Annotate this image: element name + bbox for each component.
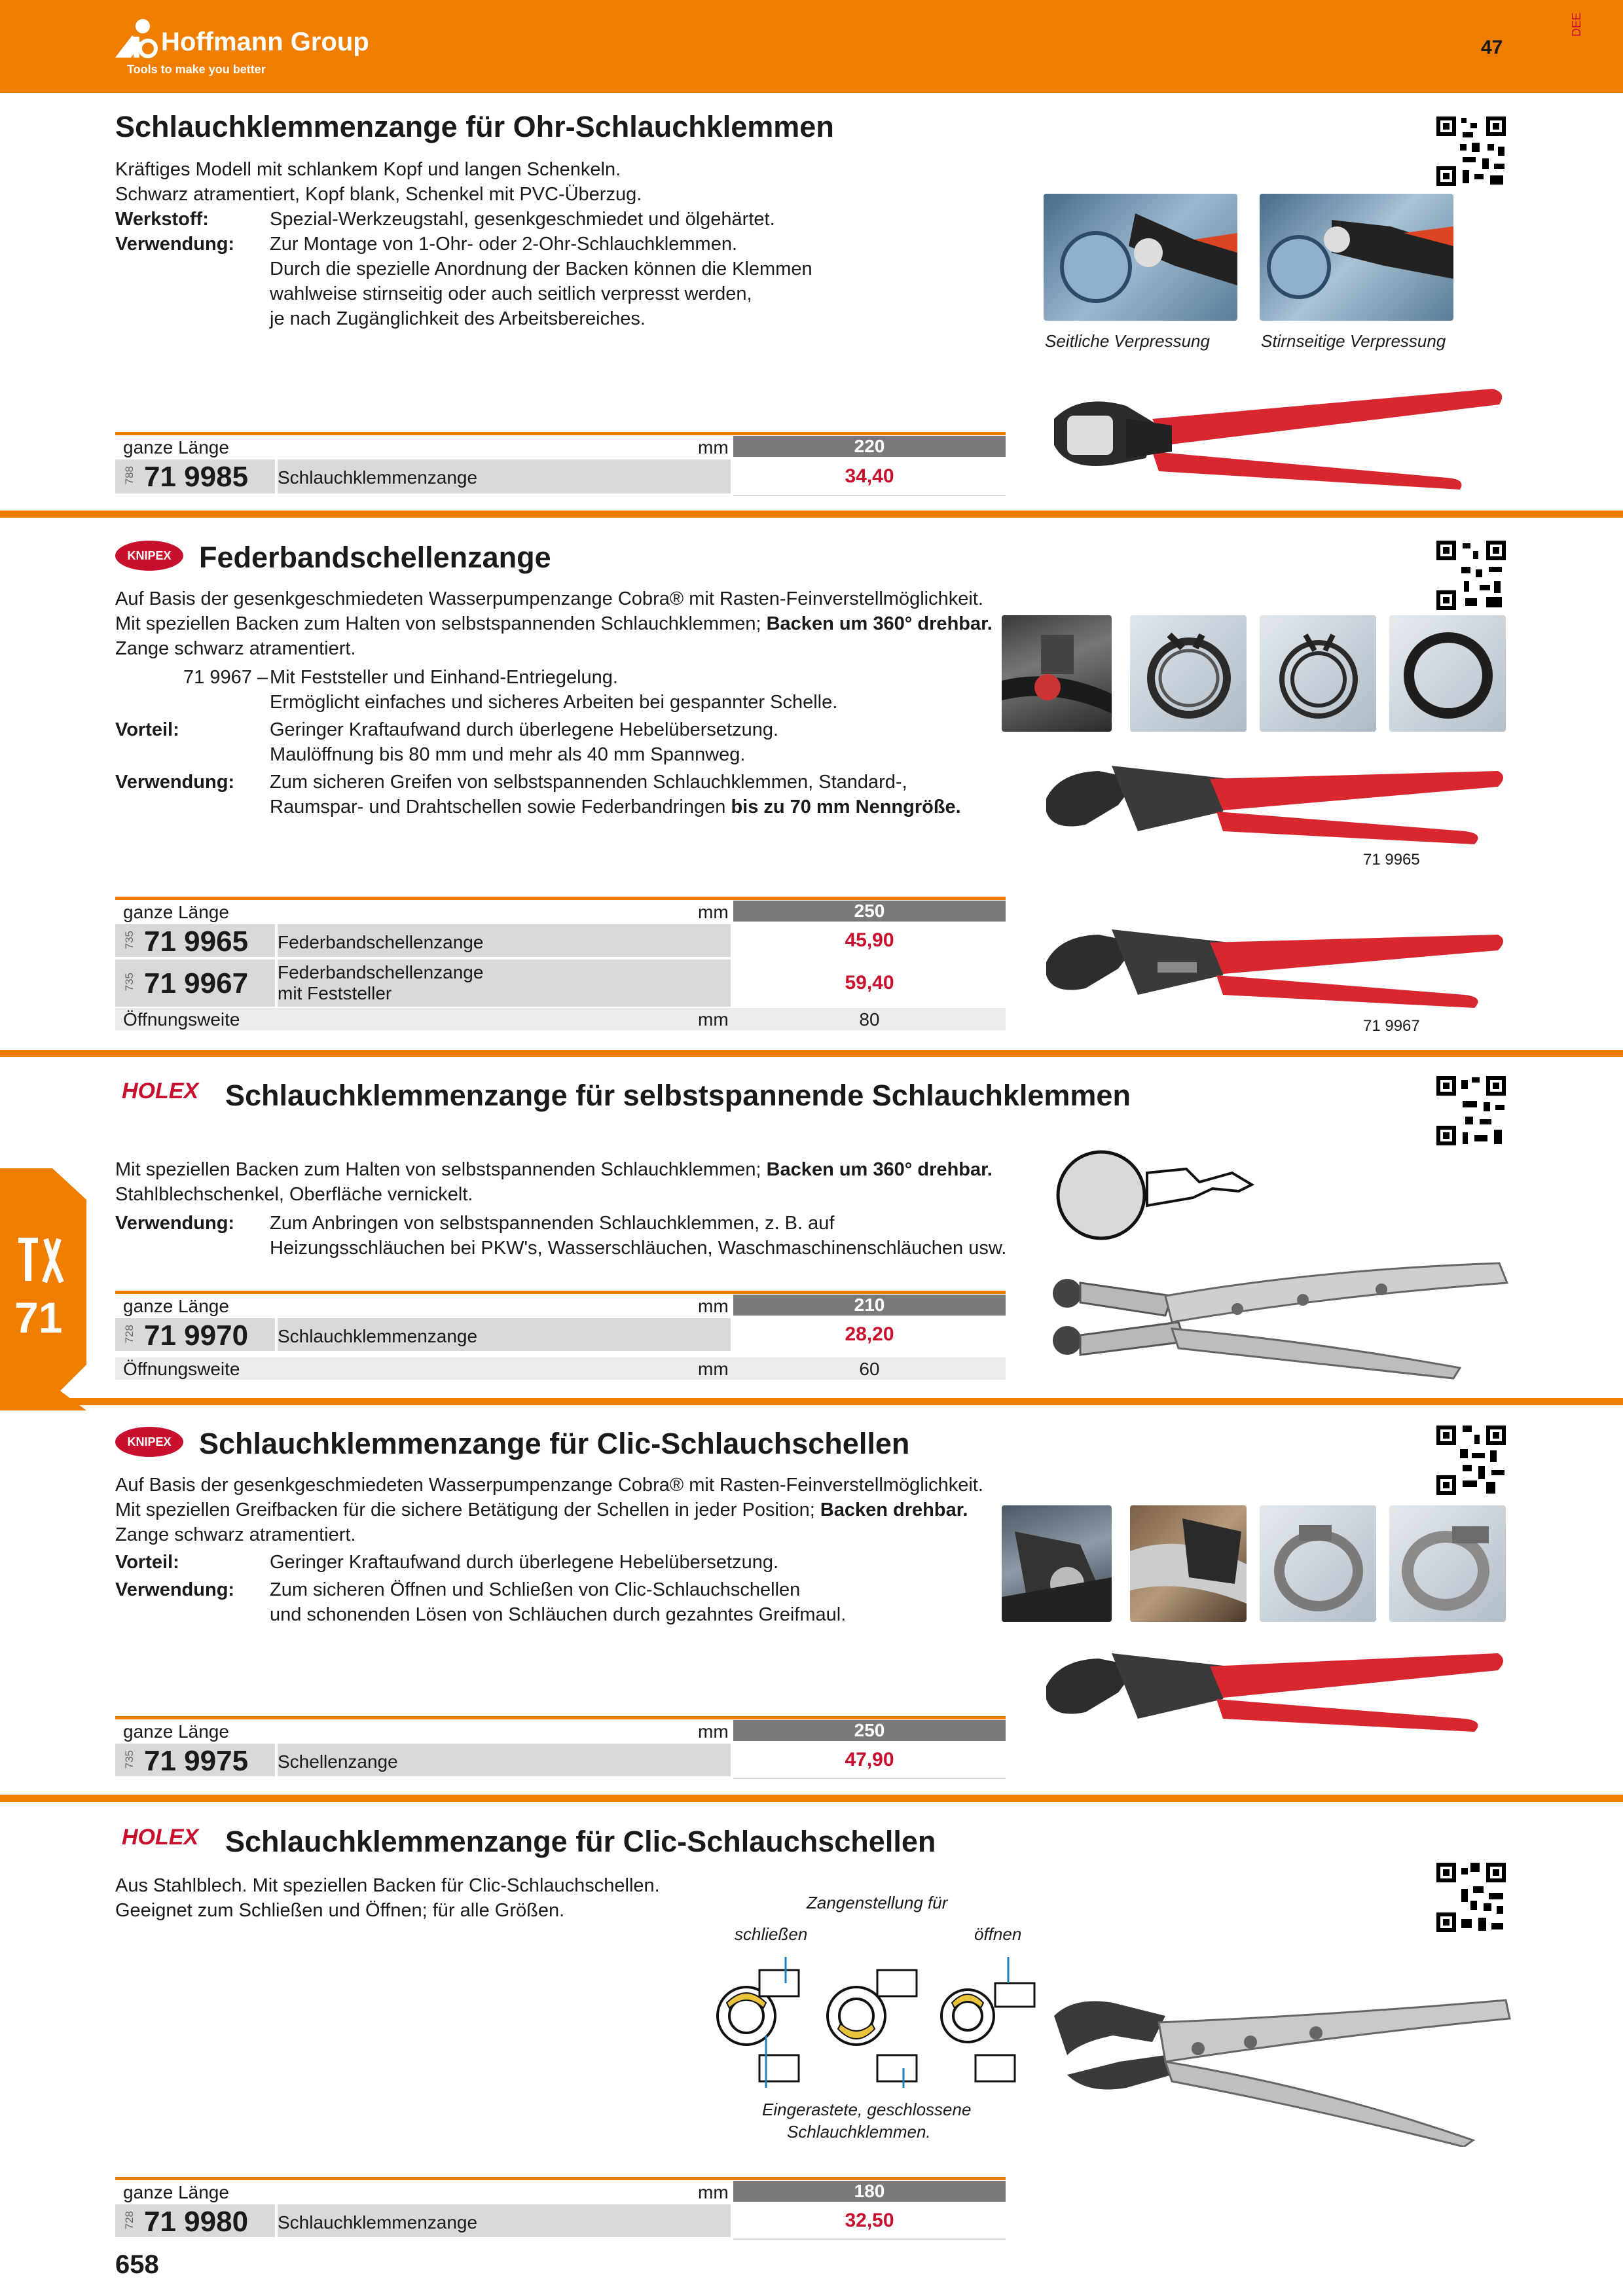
article-price: 47,90 <box>845 1749 894 1770</box>
table-top-line <box>115 2177 1006 2180</box>
side-crimp-photo <box>1044 194 1237 321</box>
cobra-clic-pliers-image <box>1040 1640 1511 1738</box>
diagram-heading: Zangenstellung für <box>807 1893 948 1912</box>
table-top-line <box>115 1291 1006 1294</box>
front-crimp-photo <box>1260 194 1453 321</box>
footer-page-number: 658 <box>115 2250 159 2279</box>
table-header-label: ganze Länge <box>123 2182 229 2202</box>
table-top-line <box>115 1716 1006 1719</box>
note-article: 71 9967 – <box>183 667 268 688</box>
verwendung-text: Zum sicheren Greifen von selbstspannenden Schlauchklemmen, Standard-, Raumspar- und Drahtschellen sowie Federbandringen bis zu 70 mm Nenngröße. <box>270 772 961 817</box>
qr-code-icon[interactable] <box>1434 114 1508 188</box>
article-number: 71 9970 <box>144 1319 249 1352</box>
table-header-unit: mm <box>698 902 729 922</box>
section-title: Schlauchklemmenzange für selbstspannende Schlauchklemmen <box>225 1079 1131 1112</box>
language-code: DEE <box>1570 12 1583 37</box>
werkstoff-text: Spezial-Werkzeugstahl, gesenkgeschmiedet und ölgehärtet. <box>270 209 775 230</box>
label-verwendung: Verwendung: <box>115 772 235 793</box>
article-description: Schellenzange <box>278 1751 398 1772</box>
table-row[interactable]: 735 71 9965 Federbandschellenzange <box>115 924 731 957</box>
verwendung-text: Zum Anbringen von selbstspannenden Schlauchklemmen, z. B. auf Heizungsschläuchen bei PKW's, Wasserschläuchen, Waschmaschinenschläuchen usw. <box>270 1213 1007 1259</box>
table-row[interactable]: 728 71 9970 Schlauchklemmenzange <box>115 1318 731 1351</box>
article-price: 28,20 <box>845 1323 894 1345</box>
article-number: 71 9965 <box>144 925 249 958</box>
section-text: Mit speziellen Backen zum Halten von selbstspannenden Schlauchklemmen; Backen um 360° drehbar. Stahlblechschenkel, Oberfläche vernickelt. <box>115 1159 993 1205</box>
section-title: Schlauchklemmenzange für Clic-Schlauchschellen <box>199 1427 910 1460</box>
note-text: Mit Feststeller und Einhand-Entriegelung. Ermöglicht einfaches und sicheres Arbeiten bei gespannter Schelle. <box>270 667 838 713</box>
page-number: 47 <box>1481 37 1503 58</box>
diagram-footnote-1: Eingerastete, geschlossene <box>762 2100 972 2119</box>
cobra-pliers-lock-image <box>1040 916 1511 1014</box>
holex-hose-clamp-pliers-image <box>1041 1244 1512 1381</box>
knipex-logo: KNIPEX <box>115 541 183 571</box>
table-header-label: ganze Länge <box>123 437 229 457</box>
table-header-unit: mm <box>698 1721 729 1742</box>
table-header-unit: mm <box>698 2182 729 2202</box>
label-vorteil: Vorteil: <box>115 1552 179 1573</box>
article-description: Federbandschellenzange mit Feststeller <box>278 962 484 1003</box>
holex-logo: HOLEX <box>122 1825 199 1850</box>
band-ring-photo <box>1389 615 1506 732</box>
table-header-unit: mm <box>698 1296 729 1316</box>
section-title: Schlauchklemmenzange für Clic-Schlauchschellen <box>225 1825 936 1858</box>
table-row[interactable]: 728 71 9980 Schlauchklemmenzange <box>115 2204 731 2237</box>
article-number: 71 9967 <box>144 967 249 999</box>
table-row-extra: Öffnungsweite mm 60 <box>115 1357 1006 1380</box>
verwendung-text: Zur Montage von 1-Ohr- oder 2-Ohr-Schlauchklemmen. Durch die spezielle Anordnung der Backen können die Klemmen wahlweise stirnseitig oder auch seitlich verpresst werden, je nach Zugänglichkeit des Arbeitsbereiches. <box>270 234 812 329</box>
vorteil-text: Geringer Kraftaufwand durch überlegene Hebelübersetzung. <box>270 1552 779 1573</box>
qr-code-icon[interactable] <box>1434 538 1508 613</box>
section-divider <box>0 1050 1623 1057</box>
table-row[interactable]: 735 71 9975 Schellenzange <box>115 1744 731 1776</box>
section-title: Schlauchklemmenzange für Ohr-Schlauchklemmen <box>115 110 834 143</box>
table-header-size: 250 <box>733 1720 1006 1741</box>
label-verwendung: Verwendung: <box>115 234 235 255</box>
clic-clamp-closed-photo <box>1389 1505 1506 1622</box>
section-text: Auf Basis der gesenkgeschmiedeten Wasserpumpenzange Cobra® mit Rasten-Feinverstellmöglichkeit. Mit speziellen Greifbacken für die sichere Betätigung der Schellen in jeder Position; Backen drehbar. Zange schwarz atramentiert. <box>115 1475 983 1545</box>
table-top-line <box>115 897 1006 900</box>
clic-clamp-open-photo <box>1260 1505 1376 1622</box>
holex-logo: HOLEX <box>122 1079 199 1103</box>
article-description: Federbandschellenzange <box>278 932 484 952</box>
holex-clic-pliers-image <box>1048 1990 1512 2147</box>
verwendung-text: Zum sicheren Öffnen und Schließen von Clic-Schlauchschellen und schonenden Lösen von Schläuchen durch gezahntes Greifmaul. <box>270 1579 847 1625</box>
end-cutting-pliers-image <box>1041 380 1512 504</box>
section-text: Aus Stahlblech. Mit speziellen Backen für Clic-Schlauchschellen. Geeignet zum Schließen und Öffnen; für alle Größen. <box>115 1875 660 1921</box>
brand-tagline: Tools to make you better <box>127 63 266 76</box>
section-divider <box>0 1398 1623 1405</box>
section-text: Kräftiges Modell mit schlankem Kopf und langen Schenkeln. Schwarz atramentiert, Kopf blank, Schenkel mit PVC-Überzug. <box>115 159 642 205</box>
section-divider <box>0 511 1623 518</box>
diagram-label-open: öffnen <box>974 1924 1022 1944</box>
article-description: Schlauchklemmenzange <box>278 1326 478 1346</box>
label-verwendung: Verwendung: <box>115 1579 235 1600</box>
table-header-label: ganze Länge <box>123 902 229 922</box>
caption-71-9967: 71 9967 <box>1363 1017 1420 1035</box>
article-number: 71 9985 <box>144 461 249 493</box>
table-header-size: 180 <box>733 2181 1006 2202</box>
section-text: Auf Basis der gesenkgeschmiedeten Wasserpumpenzange Cobra® mit Rasten-Feinverstellmöglichkeit. Mit speziellen Backen zum Halten von selbstspannenden Schlauchklemmen; Backen um 360° drehbar. Zange schwarz atramentiert. <box>115 588 993 659</box>
caption-side: Seitliche Verpressung <box>1045 331 1210 351</box>
page-header <box>0 0 1623 93</box>
section-divider <box>0 1795 1623 1802</box>
cobra-pliers-image <box>1040 753 1511 851</box>
spring-clamp-photo <box>1130 615 1247 732</box>
application-photo <box>1002 615 1112 732</box>
article-price: 32,50 <box>845 2210 894 2231</box>
article-number: 71 9980 <box>144 2206 249 2238</box>
label-vorteil: Vorteil: <box>115 719 179 740</box>
article-number: 71 9975 <box>144 1745 249 1777</box>
label-verwendung: Verwendung: <box>115 1213 235 1234</box>
vorteil-text: Geringer Kraftaufwand durch überlegene Hebelübersetzung. Maulöffnung bis 80 mm und mehr als 40 mm Spannweg. <box>270 719 779 765</box>
diagram-footnote-2: Schlauchklemmen. <box>787 2122 931 2142</box>
brand-name: Hoffmann Group <box>161 27 369 56</box>
caption-front: Stirnseitige Verpressung <box>1261 331 1446 351</box>
table-row-extra: Öffnungsweite mm 80 <box>115 1008 1006 1030</box>
clamp-position-diagram <box>701 1957 1048 2101</box>
article-description: Schlauchklemmenzange <box>278 467 478 488</box>
application-photo <box>1002 1505 1112 1622</box>
table-row[interactable]: 735 71 9967 Federbandschellenzange mit Feststeller <box>115 960 731 1007</box>
knipex-logo: KNIPEX <box>115 1427 183 1457</box>
chapter-tab <box>0 1168 86 1410</box>
table-header-unit: mm <box>698 437 729 457</box>
table-header-label: ganze Länge <box>123 1721 229 1742</box>
section-title: Federbandschellenzange <box>199 541 551 574</box>
pliers-tools-icon <box>16 1234 68 1286</box>
wire-clamp-photo <box>1260 615 1376 732</box>
qr-code-icon[interactable] <box>1434 1860 1508 1935</box>
hoffmann-logo-icon <box>113 17 160 60</box>
table-header-size: 220 <box>733 436 1006 457</box>
table-header-size: 210 <box>733 1295 1006 1316</box>
article-description: Schlauchklemmenzange <box>278 2212 478 2233</box>
diagram-label-close: schließen <box>735 1924 808 1944</box>
table-row[interactable]: 788 71 9985 Schlauchklemmenzange <box>115 459 731 493</box>
qr-code-icon[interactable] <box>1434 1423 1508 1498</box>
table-header-label: ganze Länge <box>123 1296 229 1316</box>
table-header-size: 250 <box>733 901 1006 922</box>
qr-code-icon[interactable] <box>1434 1073 1508 1148</box>
article-price: 45,90 <box>845 929 894 951</box>
clic-clamp-photo <box>1130 1505 1247 1622</box>
clamp-holding-diagram <box>1049 1143 1265 1241</box>
article-price: 59,40 <box>845 972 894 994</box>
caption-71-9965: 71 9965 <box>1363 851 1420 869</box>
label-werkstoff: Werkstoff: <box>115 209 209 230</box>
table-top-line <box>115 432 1006 435</box>
chapter-number: 71 <box>14 1293 63 1342</box>
article-price: 34,40 <box>845 465 894 487</box>
